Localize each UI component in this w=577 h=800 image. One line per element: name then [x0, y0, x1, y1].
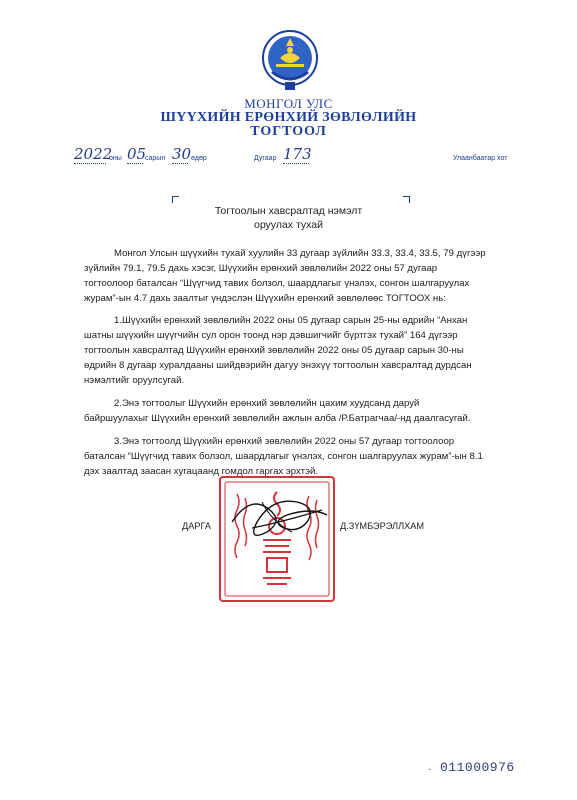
doc-title-line-1: Тогтоолын хавсралтад нэмэлт — [214, 205, 363, 217]
header-institution: ШҮҮХИЙН ЕРӨНХИЙ ЗӨВЛӨЛИЙН — [160, 110, 417, 125]
paragraph-1 — [84, 313, 524, 388]
number-label: Дугаар — [254, 155, 277, 162]
document-serial-number: 011000976 — [440, 760, 515, 775]
paragraph-3 — [84, 434, 524, 479]
header-doc-type: ТОГТООЛ — [250, 124, 327, 139]
date-month-suffix: сарын — [145, 155, 166, 162]
paragraph-line: 1.Шүүхийн ерөнхий зөвлөлийн 2022 оны 05 дугаар сарын 25-ны өдрийн “Анхан — [114, 315, 468, 326]
title-corner-mark — [403, 196, 410, 203]
date-year: 2022 — [74, 145, 113, 163]
paragraph-2 — [84, 396, 524, 426]
paragraph-line: дэх заалтад заасан хугацаанд гомдол гаргах эрхтэй. — [84, 466, 318, 477]
date-year-suffix: оны — [109, 155, 122, 162]
title-corner-mark — [172, 196, 179, 203]
paragraph-line: журам”-ын 4.7 дахь заалтыг үндэслэн Шүүхийн ерөнхий зөвлөлөөс ТОГТООХ нь: — [84, 293, 446, 304]
paragraph-line: нэмэлтийг оруулсугай. — [84, 375, 185, 386]
paragraph-line: байршуулахыг Шүүхийн ерөнхий зөвлөлийн ажлын алба /Р.Батрагчаа/-нд даалгасугай. — [84, 413, 471, 424]
doc-title-line-2: оруулах тухай — [254, 219, 323, 231]
paragraph-intro — [84, 246, 524, 306]
paragraph-line: 2.Энэ тогтоолыг Шүүхийн ерөнхий зөвлөлийн цахим хуудсанд даруй — [114, 398, 420, 409]
serial-prefix-mark: · — [428, 764, 432, 775]
paragraph-line: тогтоолоор баталсан “Шүүгчид тавих болзол, шаардлагыг үнэлэх, сонгон шалгаруулах — [84, 278, 470, 289]
date-day: 30 — [172, 145, 192, 163]
number-value: 173 — [283, 145, 312, 163]
date-month: 05 — [127, 145, 147, 163]
state-emblem-icon — [260, 28, 320, 92]
signatory-role: ДАРГА — [182, 521, 211, 531]
date-day-suffix: өдөр — [191, 155, 207, 162]
signatory-name: Д.ЗҮМБЭРЭЛЛХАМ — [340, 521, 425, 531]
paragraph-line: шатны шүүхийн шүүгчийн сул орон тоонд нэр дэвшигчийг бүртгэх тухай” 164 дүгээр — [84, 330, 458, 341]
paragraph-line: баталсан “Шүүгчид тавих болзол, шаардлагыг үнэлэх, сонгон шалгаруулах журам”-ын 8.1 — [84, 451, 483, 462]
paragraph-line: 3.Энэ тогтоолд Шүүхийн ерөнхий зөвлөлийн 2022 оны 57 дугаар тогтоолоор — [114, 436, 455, 447]
paragraph-line: өдрийн 8 дугаар хуралдааны шийдвэрийн дагуу энэхүү тогтоолын хавсралтад дурдсан — [84, 360, 472, 371]
date-line — [74, 145, 244, 167]
paragraph-line: тогтоолын хавсралтад Шүүхийн ерөнхий зөвлөлийн 2022 оны 05 дугаар сарын 30-ны — [84, 345, 464, 356]
city-label: Улаанбаатар хот — [453, 155, 508, 162]
handwritten-signature — [222, 482, 342, 552]
paragraph-line: зүйлийн 79.1, 79.5 дахь хэсэг, Шүүхийн ерөнхий зөвлөлийн 2022 оны 57 дугаар — [84, 263, 438, 274]
paragraph-line: Монгол Улсын шүүхийн тухай хуулийн 33 дугаар зүйлийн 33.3, 33.4, 33.5, 79 дүгээр — [114, 248, 486, 259]
header-country: МОНГОЛ УЛС — [244, 96, 333, 111]
